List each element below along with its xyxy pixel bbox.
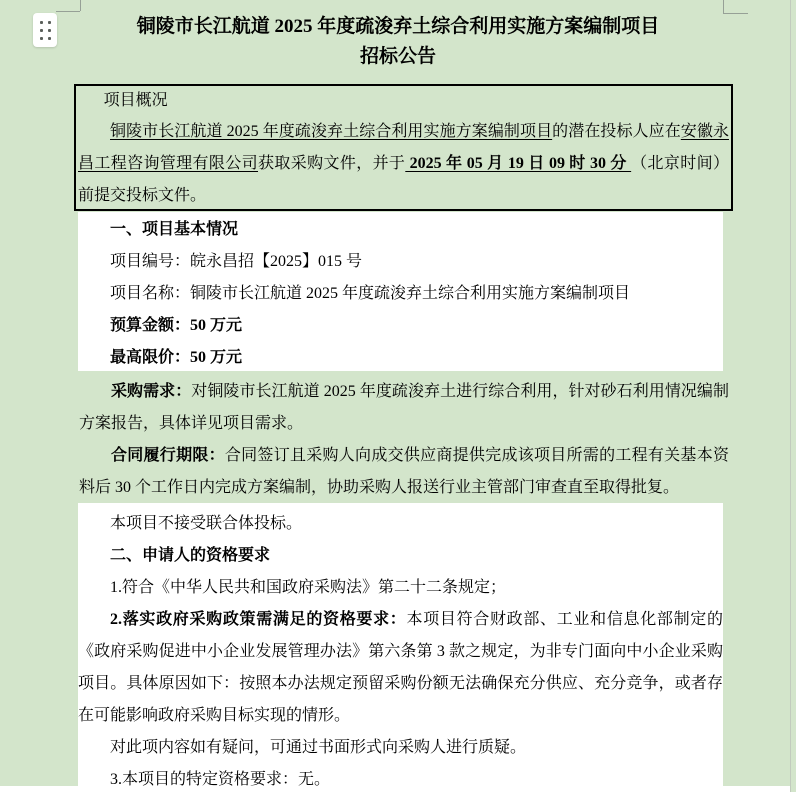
- margin-crop-mark-top-left: [80, 0, 81, 11]
- qualification-item-2-label: 2.落实政府采购政策需满足的资格要求：: [110, 611, 407, 628]
- contract-period-text: 合同签订且采购人向成交供应商提供完成该项目所需的工程有关基本资料后 30 个工作日内完成方案编制，协助采购人报送行业主管部门审查直至取得批复。: [79, 447, 729, 496]
- max-price-row: 最高限价：50 万元: [110, 349, 243, 366]
- overview-text: 的潜在投标人应在: [552, 123, 681, 140]
- procurement-demand-paragraph: [79, 376, 729, 440]
- budget-row: 预算金额：50 万元: [110, 317, 243, 334]
- overview-paragraph: [78, 116, 729, 212]
- objection-note: 对此项内容如有疑问，可通过书面形式向采购人进行质疑。: [110, 739, 527, 756]
- document-title-line1: 铜陵市长江航道 2025 年度疏浚弃土综合利用实施方案编制项目: [136, 16, 660, 37]
- procurement-demand-label: 采购需求：: [111, 383, 192, 400]
- project-name-row: 项目名称：铜陵市长江航道 2025 年度疏浚弃土综合利用实施方案编制项目: [110, 285, 631, 302]
- project-number-row: 项目编号：皖永昌招【2025】015 号: [110, 253, 363, 270]
- section-heading-qualification: 二、申请人的资格要求: [110, 547, 271, 564]
- requirements-section: [79, 369, 729, 510]
- qualification-section: [78, 503, 723, 790]
- overview-heading: 项目概况: [103, 92, 168, 109]
- adjacent-page-background: [791, 0, 796, 792]
- procurement-demand-text: 对铜陵市长江航道 2025 年度疏浚弃土进行综合利用，针对砂石利用情况编制方案报告，具体详见项目需求。: [79, 383, 729, 432]
- agency-name-underlined: 安徽永昌工程咨询管理有限公司: [78, 123, 729, 172]
- project-name-underlined: 铜陵市长江航道 2025 年度疏浚弃土综合利用实施方案编制项目: [110, 123, 553, 140]
- deadline-datetime: 2025 年 05 月 19 日 09 时 30 分: [405, 155, 632, 172]
- section-heading-basic-info: 一、项目基本情况: [110, 221, 239, 238]
- no-consortium-note: 本项目不接受联合体投标。: [110, 515, 303, 532]
- contract-period-paragraph: [79, 440, 729, 504]
- project-overview-box: [74, 84, 733, 211]
- contract-period-label: 合同履行期限：: [111, 447, 225, 464]
- qualification-item-2-text: 本项目符合财政部、工业和信息化部制定的《政府采购促进中小企业发展管理办法》第六条第 3 款之规定，为非专门面向中小企业采购项目。具体原因如下：按照本办法规定预留采购份额无法确保充分供应、充分竞争，或者存在可能影响政府采购目标实现的情形。: [78, 611, 723, 724]
- qualification-item-1: 1.符合《中华人民共和国政府采购法》第二十二条规定；: [110, 579, 507, 596]
- qualification-item-2: [78, 604, 723, 732]
- overview-text: （北京时间）前提交投标文件。: [78, 155, 729, 204]
- overview-text: 获取采购文件，并于: [258, 155, 406, 172]
- document-title: [0, 12, 796, 72]
- document-title-line2: 招标公告: [359, 46, 436, 67]
- qualification-item-3: 3.本项目的特定资格要求：无。: [110, 771, 331, 788]
- basic-info-section: [78, 212, 723, 371]
